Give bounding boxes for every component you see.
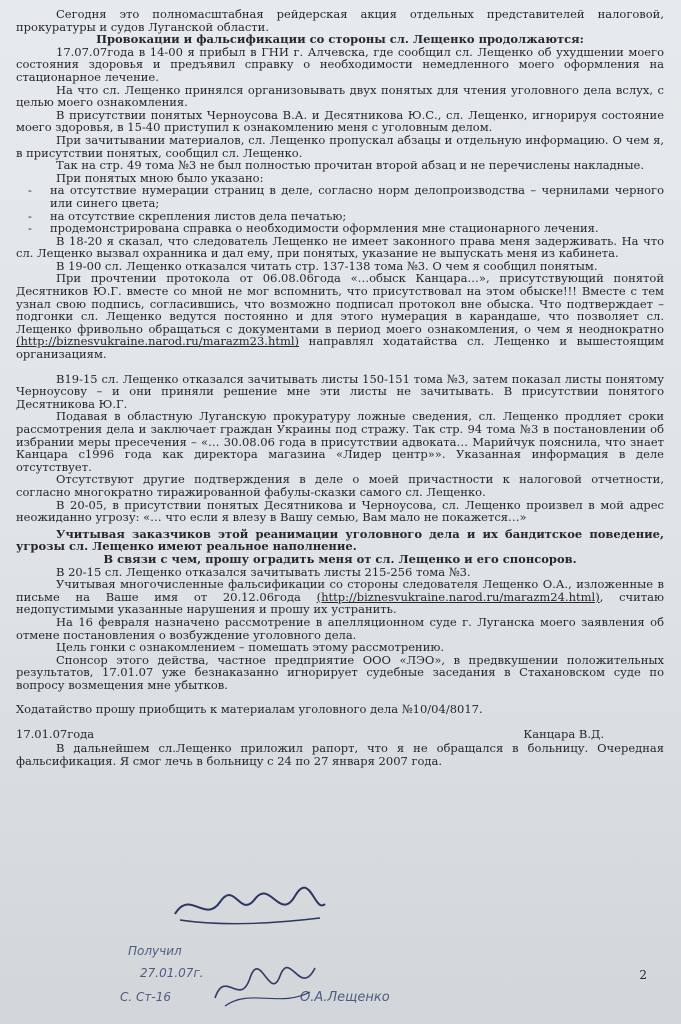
paragraph: 17.07.07года в 14-00 я прибыл в ГНИ г. Алчевска, где сообщил сл. Лещенко об ухудшении моего состояния здоровья и предъявил справку о необходимости немедленного моего оформления на стационарное лечение. [16,44,664,84]
paragraph: В19-15 сл. Лещенко отказался зачитывать листы 150-151 тома №3, затем показал листы понятому Черноусову – и они приняли решение мне эти листы не зачитывать. В присутствии понятого Десятникова Ю.Г. [16,371,664,411]
list-item: - на отсутствие скрепления листов дела печатью; [16,210,664,223]
paragraph: В дальнейшем сл.Лещенко приложил рапорт, что я не обращался в больницу. Очередная фальсификация. Я смог лечь в больницу с 24 по 27 января 2007 года. [16,741,664,768]
paragraph: Сегодня это полномасштабная рейдерская акция отдельных представителей налоговой, прокуратуры и судов Луганской области. [16,7,664,34]
paragraph: Так на стр. 49 тома №3 не был полностью прочитан второй абзац и не перечислены накладные. [56,158,644,173]
paragraph-text: , считаю недопустимыми указанные нарушения и прошу их устранить. [16,589,665,617]
handwritten-note: Получил [128,944,182,958]
request-heading: В связи с чем, прошу оградить меня от сл. Лещенко и его спонсоров. [103,551,577,566]
document-text [16,8,664,767]
paragraph: В присутствии понятых Черноусова В.А. и Десятникова Ю.С., сл. Лещенко, игнорируя состояние моего здоровья, в 15-40 приступил к ознакомлению меня с уголовным делом. [16,107,664,135]
paragraph: Ходатайство прошу приобщить к материалам уголовного дела №10/04/8017. [16,702,483,717]
paragraph: Спонсор этого действа, частное предприятие ООО «ЛЭО», в предвкушении положительных результатов, 17.01.07 уже безнаказанно игнорирует судебные заседания в Стахановском суде по вопросу возмещения мне убытков. [16,652,664,692]
author-signature [170,884,330,934]
url-link-marazm24[interactable]: (http://biznesvukraine.narod.ru/marazm24.html) [316,589,600,604]
paragraph: При понятых мною было указано: [56,170,264,185]
paragraph: В 19-00 сл. Лещенко отказался читать стр. 137-138 тома №3. О чем я сообщил понятым. [56,258,598,273]
author-name: Канцара В.Д. [523,727,604,742]
paragraph: Отсутствуют другие подтверждения в деле о моей причастности к налоговой отчетности, согласно многократно тиражированной фабулы-сказки самого сл. Лещенко. [16,472,664,499]
spacer [16,361,664,373]
paragraph: В 20-15 сл. Лещенко отказался зачитывать листы 215-256 тома №3. [56,564,471,579]
bold-paragraph: Учитывая заказчиков этой реанимации уголовного дела и их бандитское поведение, угрозы сл. Лещенко имеют реальное наполнение. [16,526,664,554]
paragraph [16,578,664,616]
paragraph: Подавая в областную Луганскую прокуратуру ложные сведения, сл. Лещенко продляет сроки рассмотрения дела и заключает граждан Украины под стражу. Так стр. 94 тома №3 в постановлении об избрании меры пресечения – «… 30.08.06 года в присутствии адвоката… Марийчук пояснила, что знает Канцара с1996 года как директора магазина «Лидер центр»». Указанная информация в деле отсутствует. [16,409,664,474]
paragraph: На 16 февраля назначено рассмотрение в апелляционном суде г. Луганска моего заявления об отмене постановления о возбуждение уголовного дела. [16,614,664,642]
page-number: 2 [639,968,647,982]
paragraph-text: направлял ходатайства сл. Лещенко и вышестоящим организациям. [16,334,664,362]
paragraph-text: При прочтении протокола от 06.08.06года «…обыск Канцара…», присутствующий понятой Десятников Ю.Г. вместе со мной не мог вспомнить, что присутствовал на этом обыске!!! Вместе с тем узнал свою подпись, согласившись, что возможно подписал протокол вне обыска. Что подтверждает – подгонки сл. Лещенко ведутся постоянно и для этого нумерация в карандаше, что позволяет сл. Лещенко фривольно обращаться с документами в период моего ознакомления, о чем я неоднократно [16,271,664,336]
paragraph: На что сл. Лещенко принялся организовывать двух понятых для чтения уголовного дела вслух, с целью моего ознакомления. [16,82,664,110]
paragraph [16,272,664,360]
paragraph: Цель гонки с ознакомлением – помешать этому рассмотрению. [56,640,445,655]
section-heading: Провокации и фальсификации со стороны сл. Лещенко продолжаются: [96,32,584,47]
paragraph: В 20-05, в присутствии понятых Десятникова и Черноусова, сл. Лещенко произвел в мой адрес неожиданно угрозу: «… что если я влезу в Вашу семью, Вам мало не покажется…» [16,497,664,525]
date-author-line [16,728,664,742]
handwritten-date: 27.01.07г. [140,966,204,980]
paragraph: При зачитывании материалов, сл. Лещенко пропускал абзацы и отдельную информацию. О чем я, в присутствии понятых, сообщил сл. Лещенко. [16,132,664,160]
url-link-marazm23[interactable]: (http://biznesvukraine.narod.ru/marazm23.html) [16,334,300,349]
document-date: 17.01.07года [16,727,95,742]
paragraph-text: Учитывая многочисленные фальсификации со стороны следователя Лещенко О.А., изложенные в письме на Ваше имя от 20.12.06года [16,577,664,604]
list-item: - продемонстрирована справка о необходимости оформления мне стационарного лечения. [16,222,664,235]
handwritten-office: С. Ст-16 [120,990,171,1004]
handwritten-name: О.А.Лещенко [300,990,390,1005]
paragraph: В 18-20 я сказал, что следователь Лещенко не имеет законного права меня задерживать. На что сл. Лещенко вызвал охранника и дал ему, при понятых, указание не выпускать меня из кабинета. [16,233,664,261]
list-item: - на отсутствие нумерации страниц в деле, согласно норм делопроизводства – чернилами черного или синего цвета; [16,184,664,209]
